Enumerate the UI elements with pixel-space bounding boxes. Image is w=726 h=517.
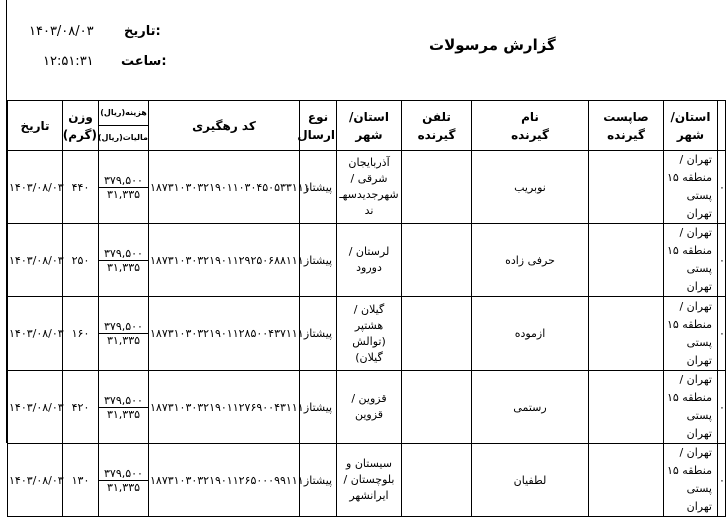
- cell-cost-tax: [99, 151, 149, 224]
- cell-cost-tax: [99, 297, 149, 371]
- cell-postcode: [589, 444, 664, 517]
- report-page: [6, 0, 725, 513]
- cell-postcode: [589, 151, 664, 224]
- cell-weight: ۱۶۰: [63, 297, 99, 371]
- col-phone: تلفن گیرنده: [402, 101, 472, 151]
- cell-destination: سیستان و بلوچستان / ایرانشهر: [337, 444, 402, 517]
- col-destination: استان/ شهر: [337, 101, 402, 151]
- report-title: گزارش مرسولات: [429, 36, 556, 54]
- cell-destination: لرستان / دورود: [337, 224, 402, 297]
- col-type: نوع ارسال: [300, 101, 337, 151]
- time-value: ۱۲:۵۱:۳۱: [43, 54, 94, 69]
- col-tax: مالیات(ریال): [99, 125, 148, 150]
- cell-date: ۱۴۰۳/۰۸/۰۳: [8, 151, 63, 224]
- date-label: تاریخ:: [124, 24, 161, 39]
- cell-name: حرفی زاده: [472, 224, 589, 297]
- cell-weight: ۱۳۰: [63, 444, 99, 517]
- col-tracking: کد رهگیری: [149, 101, 300, 151]
- cell-type: پیشتاز: [300, 151, 337, 224]
- cell-phone: [402, 444, 472, 517]
- table-row: [8, 444, 726, 517]
- cell-edge: ۰: [718, 151, 726, 224]
- cell-date: ۱۴۰۳/۰۸/۰۳: [8, 444, 63, 517]
- cell-cost-tax: [99, 224, 149, 297]
- col-edge: [718, 101, 726, 151]
- cell-origin: تهران / منطقه ۱۵ پستی تهران: [664, 371, 718, 444]
- col-postcode: صاپست گیرنده: [589, 101, 664, 151]
- cell-tax: ۳۱,۳۳۵: [99, 333, 148, 347]
- date-value: ۱۴۰۳/۰۸/۰۳: [29, 24, 94, 39]
- cell-postcode: [589, 297, 664, 371]
- cell-tax: ۳۱,۳۳۵: [99, 480, 148, 494]
- cell-tax: ۳۱,۳۳۵: [99, 187, 148, 201]
- table-row: [8, 224, 726, 297]
- cell-edge: ۰: [718, 444, 726, 517]
- cell-postcode: [589, 224, 664, 297]
- col-origin: استان/ شهر: [664, 101, 718, 151]
- cell-name: رستمی: [472, 371, 589, 444]
- cell-name: نوبریب: [472, 151, 589, 224]
- cell-date: ۱۴۰۳/۰۸/۰۳: [8, 224, 63, 297]
- shipments-table: [7, 100, 726, 517]
- cell-type: پیشتاز: [300, 224, 337, 297]
- cell-origin: تهران / منطقه ۱۵ پستی تهران: [664, 151, 718, 224]
- cell-origin: تهران / منطقه ۱۵ پستی تهران: [664, 444, 718, 517]
- cell-origin: تهران / منطقه ۱۵ پستی تهران: [664, 224, 718, 297]
- cell-edge: ۰: [718, 297, 726, 371]
- cell-cost: ۳۷۹,۵۰۰: [104, 466, 143, 480]
- cell-weight: ۴۴۰: [63, 151, 99, 224]
- cell-destination: گیلان / هشتپر (توالش گیلان): [337, 297, 402, 371]
- cell-cost-tax: [99, 371, 149, 444]
- table-row: [8, 151, 726, 224]
- cell-edge: ۰: [718, 371, 726, 444]
- cell-date: ۱۴۰۳/۰۸/۰۳: [8, 371, 63, 444]
- cell-type: پیشتاز: [300, 297, 337, 371]
- cell-phone: [402, 371, 472, 444]
- cell-cost: ۳۷۹,۵۰۰: [104, 320, 143, 333]
- time-label: ساعت:: [121, 54, 167, 69]
- cell-origin: تهران / منطقه ۱۵ پستی تهران: [664, 297, 718, 371]
- cell-name: لطفیان: [472, 444, 589, 517]
- col-cost-tax: [99, 101, 149, 151]
- cell-cost: ۳۷۹,۵۰۰: [104, 173, 143, 187]
- cell-destination: قزوین / قزوین: [337, 371, 402, 444]
- cell-type: پیشتاز: [300, 371, 337, 444]
- col-date: تاریخ: [8, 101, 63, 151]
- table-row: [8, 371, 726, 444]
- cell-tracking: ۱۸۷۳۱۰۳۰۳۲۱۹۰۱۱۲۶۵۰۰۰۹۹۱۱۱: [149, 444, 300, 517]
- cell-postcode: [589, 371, 664, 444]
- cell-destination: آذربایجان شرقی / شهرجدیدسهـ ند: [337, 151, 402, 224]
- cell-cost: ۳۷۹,۵۰۰: [104, 393, 143, 407]
- col-weight: وزن (گرم): [63, 101, 99, 151]
- cell-tax: ۳۱,۳۳۵: [99, 260, 148, 274]
- cell-tracking: ۱۸۷۳۱۰۳۰۳۲۱۹۰۱۱۰۳۰۴۵۰۵۳۳۱۱۱: [149, 151, 300, 224]
- cell-cost: ۳۷۹,۵۰۰: [104, 246, 143, 260]
- cell-weight: ۲۵۰: [63, 224, 99, 297]
- cell-type: پیشتاز: [300, 444, 337, 517]
- table-row: [8, 297, 726, 371]
- cell-weight: ۴۲۰: [63, 371, 99, 444]
- cell-edge: ۰: [718, 224, 726, 297]
- col-cost: هزینه(ریال): [100, 108, 147, 117]
- cell-name: ازموده: [472, 297, 589, 371]
- cell-phone: [402, 224, 472, 297]
- cell-phone: [402, 151, 472, 224]
- cell-tracking: ۱۸۷۳۱۰۳۰۳۲۱۹۰۱۱۲۸۵۰۰۴۳۷۱۱۱: [149, 297, 300, 371]
- col-name: نام گیرنده: [472, 101, 589, 151]
- cell-tracking: ۱۸۷۳۱۰۳۰۳۲۱۹۰۱۱۲۷۶۹۰۰۴۳۱۱۱: [149, 371, 300, 444]
- cell-date: ۱۴۰۳/۰۸/۰۳: [8, 297, 63, 371]
- cell-tax: ۳۱,۳۳۵: [99, 407, 148, 421]
- cell-tracking: ۱۸۷۳۱۰۳۰۳۲۱۹۰۱۱۲۹۲۵۰۶۸۸۱۱۱: [149, 224, 300, 297]
- table-header-row: [8, 101, 726, 151]
- cell-cost-tax: [99, 444, 149, 517]
- cell-phone: [402, 297, 472, 371]
